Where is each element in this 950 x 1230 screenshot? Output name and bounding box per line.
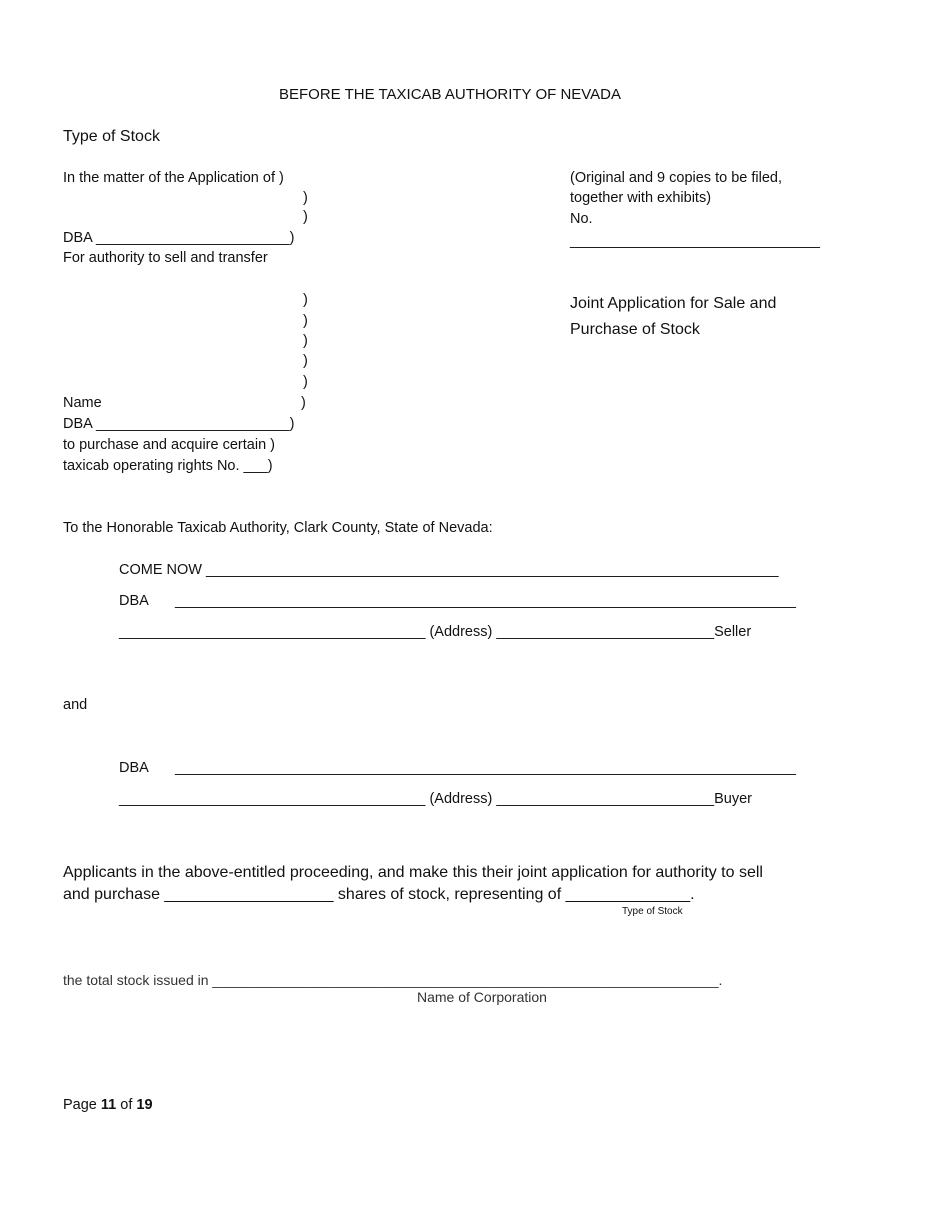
- application-title: Joint Application for Sale and: [570, 295, 777, 312]
- page-total: 19: [136, 1097, 153, 1113]
- seller-dba-line: _____________________________________________________________________________: [175, 593, 796, 609]
- caption-paren: ): [301, 395, 306, 411]
- caption-paren: ): [303, 292, 308, 308]
- stock-type-heading: Type of Stock: [63, 128, 160, 145]
- seller-dba-label: DBA: [119, 593, 149, 609]
- buyer-dba-label: DBA: [119, 760, 149, 776]
- document-title: BEFORE THE TAXICAB AUTHORITY OF NEVADA: [279, 86, 622, 103]
- case-number-label: No.: [570, 211, 593, 227]
- seller-address-line: ______________________________________ (Address) ___________________________Seller: [119, 624, 752, 640]
- caption-paren: ): [303, 353, 308, 369]
- buyer-dba-line: _____________________________________________________________________________: [175, 760, 796, 776]
- page-footer: [63, 1096, 153, 1114]
- filing-instructions-cont: together with exhibits): [570, 190, 712, 206]
- corporation-name-sublabel: Name of Corporation: [417, 989, 547, 1005]
- come-now-line: COME NOW _______________________________________________________________________: [119, 562, 779, 578]
- application-paragraph: Applicants in the above-entitled proceeding, and make this their joint application for authority to sell: [63, 864, 763, 881]
- caption-seller-dba: DBA ________________________): [63, 230, 295, 246]
- caption-application-line: In the matter of the Application of ): [63, 170, 284, 186]
- filing-instructions: (Original and 9 copies to be filed,: [570, 170, 782, 186]
- caption-paren: ): [303, 313, 308, 329]
- caption-rights-line: taxicab operating rights No. ___): [63, 458, 273, 474]
- caption-paren: ): [303, 190, 308, 206]
- application-title-cont: Purchase of Stock: [570, 321, 700, 338]
- caption-buyer-dba: DBA ________________________): [63, 416, 295, 432]
- salutation: To the Honorable Taxicab Authority, Clark County, State of Nevada:: [63, 520, 493, 536]
- caption-purchase-line: to purchase and acquire certain ): [63, 437, 275, 453]
- caption-name-label: Name: [63, 395, 102, 411]
- type-of-stock-sublabel: Type of Stock: [622, 906, 683, 917]
- total-stock-line: the total stock issued in _________________________________________________________________.: [63, 972, 723, 988]
- page-label: Page: [63, 1097, 97, 1113]
- page-number: 11: [100, 1097, 117, 1113]
- caption-paren: ): [303, 374, 308, 390]
- application-paragraph-cont: and purchase ___________________ shares of stock, representing of ______________.: [63, 886, 695, 903]
- buyer-address-line: ______________________________________ (Address) ___________________________Buyer: [119, 791, 752, 807]
- page-of-label: of: [120, 1097, 133, 1113]
- conjunction-and: and: [63, 697, 88, 713]
- case-number-line: _______________________________: [570, 233, 820, 249]
- caption-paren: ): [303, 333, 308, 349]
- caption-authority-line: For authority to sell and transfer: [63, 250, 268, 266]
- caption-paren: ): [303, 209, 308, 225]
